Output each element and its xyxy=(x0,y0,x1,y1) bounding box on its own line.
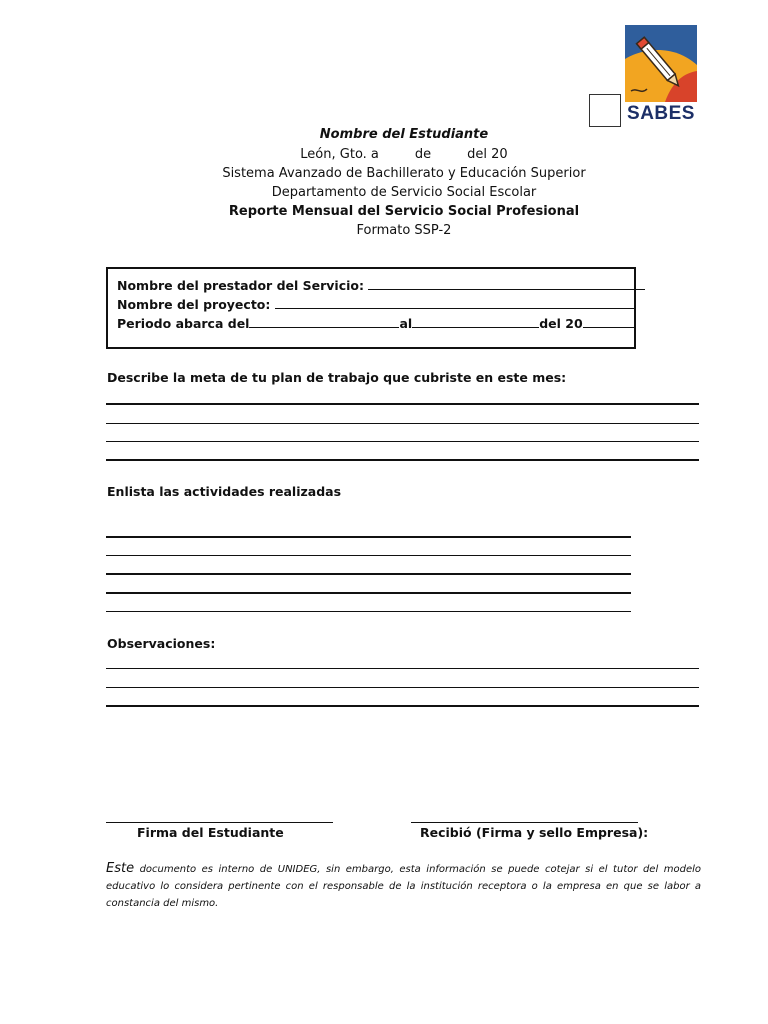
observations-line[interactable] xyxy=(106,705,699,707)
period-al: al xyxy=(399,316,413,331)
activities-line[interactable] xyxy=(106,611,631,612)
provider-row xyxy=(117,276,645,295)
activities-line[interactable] xyxy=(106,536,631,538)
observations-line[interactable] xyxy=(106,668,699,669)
sabes-logo-icon xyxy=(625,25,697,102)
footnote xyxy=(106,860,701,912)
project-row xyxy=(117,295,634,314)
footnote-text: documento es interno de UNIDEG, sin embargo, esta información se puede cotejar si el tutor del modelo educativo lo considera pertinente con el responsable de la institución receptora o la empresa en que se labor a constancia del mismo. xyxy=(106,864,701,909)
department-name: Departamento de Servicio Social Escolar xyxy=(271,185,537,200)
goal-prompt: Describe la meta de tu plan de trabajo que cubriste en este mes: xyxy=(107,370,567,385)
city-de: de xyxy=(414,147,432,162)
goal-line[interactable] xyxy=(106,441,699,442)
project-field[interactable] xyxy=(275,295,634,309)
project-label: Nombre del proyecto: xyxy=(117,297,275,312)
goal-line[interactable] xyxy=(106,459,699,461)
student-signature-label: Firma del Estudiante xyxy=(137,825,284,840)
period-start-field[interactable] xyxy=(249,314,399,328)
activities-line[interactable] xyxy=(106,573,631,575)
report-title: Reporte Mensual del Servicio Social Profesional xyxy=(228,204,580,219)
logo-text: SABES xyxy=(627,103,695,124)
format-code: Formato SSP-2 xyxy=(356,223,452,238)
observations-line[interactable] xyxy=(106,687,699,688)
student-signature-line[interactable] xyxy=(106,822,333,823)
period-year-field[interactable] xyxy=(583,314,635,328)
footnote-first-word: Este xyxy=(106,861,135,876)
activities-line[interactable] xyxy=(106,555,631,556)
student-name-heading: Nombre del Estudiante xyxy=(319,127,489,142)
goal-line[interactable] xyxy=(106,403,699,405)
city-prefix: León, Gto. a xyxy=(300,147,379,162)
place-date-line xyxy=(0,145,768,164)
observations-prompt: Observaciones: xyxy=(107,636,216,651)
period-row xyxy=(117,314,635,333)
period-del20: del 20 xyxy=(539,316,583,331)
city-del: del 20 xyxy=(467,147,508,162)
period-label: Periodo abarca del xyxy=(117,316,250,331)
period-end-field[interactable] xyxy=(412,314,539,328)
company-signature-label: Recibió (Firma y sello Empresa): xyxy=(420,825,649,840)
goal-line[interactable] xyxy=(106,423,699,424)
logo-checkbox-square xyxy=(589,94,621,127)
system-name: Sistema Avanzado de Bachillerato y Educación Superior xyxy=(222,166,586,181)
activities-line[interactable] xyxy=(106,592,631,594)
company-signature-line[interactable] xyxy=(411,822,638,823)
provider-label: Nombre del prestador del Servicio: xyxy=(117,278,369,293)
activities-prompt: Enlista las actividades realizadas xyxy=(107,484,342,499)
provider-field[interactable] xyxy=(368,276,645,290)
